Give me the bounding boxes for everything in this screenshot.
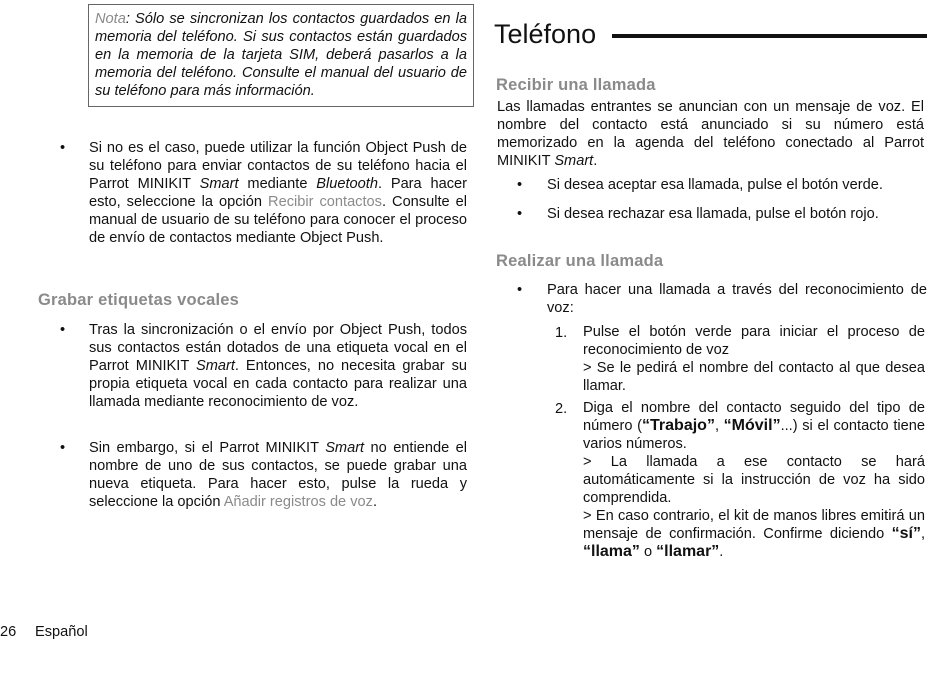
step-number: 1. [555, 325, 568, 341]
step-text: Diga el nombre del contacto seguido del tipo de número (“Trabajo”, “Móvil”...) si el contacto tiene varios números. [583, 400, 925, 452]
bullet-text: Si desea aceptar esa llamada, pulse el botón verde. [547, 177, 883, 193]
note-text: : Sólo se sincronizan los contactos guardados en la memoria del teléfono. Si sus contactos están guardados en la memoria de la tarjeta SIM, deberá pasarlos a la memoria del teléfono. Consulte el manual del usuario de su teléfono para más información. [95, 11, 467, 99]
bullet-text: Si no es el caso, puede utilizar la función Object Push de su teléfono para enviar contactos de su teléfono hacia el Parrot MINIKIT Smart mediante Bluetooth. Para hacer esto, seleccione la opción Recibir contactos. Consulte el manual de usuario de su teléfono para conocer el proceso de envío de contactos mediante Object Push. [89, 140, 468, 246]
recibir-paragraph: Las llamadas entrantes se anuncian con un mensaje de voz. El nombre del contacto está anunciado si su número está memorizado en la agenda del teléfono conectado al Parrot MINIKIT Smart. [497, 99, 924, 169]
page-number: 26 [0, 624, 17, 640]
bullet-text: Sin embargo, si el Parrot MINIKIT Smart no entiende el nombre de uno de sus contactos, se puede grabar una nueva etiqueta. Para hacer esto, pulse la rueda y seleccione la opción Añadir registros de voz. [89, 440, 467, 510]
bullet-dot: • [517, 206, 523, 222]
heading-recibir: Recibir una llamada [496, 76, 656, 94]
footer-language: Español [35, 624, 88, 640]
step-result: > Se le pedirá el nombre del contacto al que desea llamar. [583, 360, 925, 394]
bullet-text: Para hacer una llamada a través del reconocimiento de voz: [547, 282, 927, 316]
anadir-registros-link: Añadir registros de voz [223, 494, 373, 510]
bullet-text: Tras la sincronización o el envío por Object Push, todos sus contactos están dotados de una etiqueta vocal en el Parrot MINIKIT Smart. Entonces, no necesita grabar su propia etiqueta vocal en cada contacto para realizar una llamada mediante reconocimiento de voz. [89, 322, 467, 410]
step-2 [583, 399, 925, 561]
note-box [88, 4, 474, 107]
recibir-contactos-link: Recibir contactos [268, 194, 382, 210]
step-result: > En caso contrario, el kit de manos libres emitirá un mensaje de confirmación. Confirme diciendo “sí”, “llama” o “llamar”. [583, 508, 925, 560]
note-label: Nota [95, 11, 126, 27]
page-title: Teléfono [494, 19, 597, 49]
heading-realizar: Realizar una llamada [496, 252, 664, 270]
bullet-dot: • [60, 322, 66, 338]
step-text: Pulse el botón verde para iniciar el proceso de reconocimiento de voz [583, 324, 925, 358]
step-1 [583, 323, 925, 395]
step-result: > La llamada a ese contacto se hará automáticamente si la instrucción de voz ha sido comprendida. [583, 454, 925, 506]
step-number: 2. [555, 401, 568, 417]
title-rule [612, 34, 927, 38]
bullet-dot: • [517, 177, 523, 193]
heading-grabar: Grabar etiquetas vocales [38, 291, 240, 309]
bullet-text: Si desea rechazar esa llamada, pulse el botón rojo. [547, 206, 879, 222]
bullet-dot: • [517, 282, 523, 298]
bullet-dot: • [60, 440, 66, 456]
bullet-dot: • [60, 140, 66, 156]
